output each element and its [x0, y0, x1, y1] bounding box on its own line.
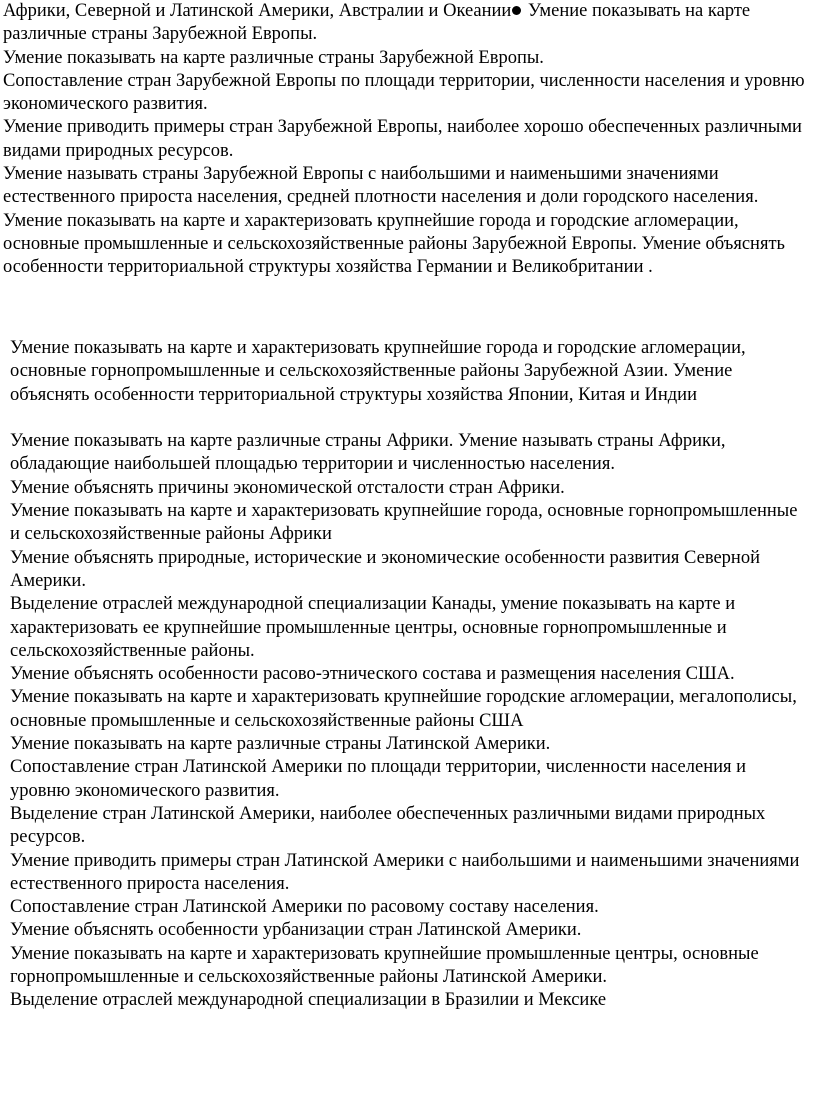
lead-text: Африки, Северной и Латинской Америки, Австралии и Океании — [3, 1, 512, 21]
paragraph: Сопоставление стран Латинской Америки по площади территории, численности населения и уровню экономического развития. — [10, 757, 747, 801]
paragraph: Умение показывать на карте и характеризовать крупнейшие города и городские агломерации, основные промышленные и сельскохозяйственные районы Зарубежной Европы. Умение объяснять особенности территориальной структуры хозяйства Германии и Великобритании . — [3, 210, 785, 278]
text-block-europe — [3, 0, 811, 280]
paragraph: Выделение стран Латинской Америки, наиболее обеспеченных различными видами природных ресурсов. — [10, 803, 766, 848]
paragraph: Умение показывать на карте и характеризовать крупнейшие промышленные центры, основные горнопромышленные и сельскохозяйственные районы Латинской Америки. — [10, 943, 759, 988]
paragraph: Выделение отраслей международной специализации Канады, умение показывать на карте и характеризовать ее крупнейшие промышленные центры, основные горнопромышленные и сельскохозяйственные районы. — [10, 594, 736, 661]
paragraph: Умение объяснять особенности урбанизации стран Латинской Америки. — [10, 920, 582, 941]
paragraph-lead — [3, 0, 811, 47]
paragraph: Умение показывать на карте и характеризовать крупнейшие городские агломерации, мегалополисы, основные промышленные и сельскохозяйственные районы США — [10, 687, 797, 731]
paragraph: Сопоставление стран Латинской Америки по расовому составу населения. — [10, 897, 599, 918]
paragraph: Умение приводить примеры стран Зарубежной Европы, наиболее хорошо обеспеченных различными видами природных ресурсов. — [3, 117, 802, 161]
paragraph: Умение объяснять причины экономической отсталости стран Африки. — [10, 477, 565, 498]
bullet-icon — [512, 6, 521, 15]
paragraph: Умение показывать на карте различные страны Африки. Умение называть страны Африки, обладающие наибольшей площадью территории и численностью населения. — [10, 431, 726, 475]
paragraph: Выделение отраслей международной специализации в Бразилии и Мексике — [10, 990, 607, 1011]
lead-text-after-bullet: Умение показывать на карте различные страны Зарубежной Европы. — [3, 1, 751, 45]
paragraph: Умение показывать на карте различные страны Зарубежной Европы. — [3, 47, 544, 68]
paragraph: Умение приводить примеры стран Латинской Америки с наибольшими и наименьшими значениями естественного прироста населения. — [10, 850, 800, 894]
paragraph: Умение показывать на карте различные страны Латинской Америки. — [10, 734, 551, 755]
paragraph: Умение объяснять природные, исторические и экономические особенности развития Северной Америки. — [10, 547, 760, 591]
paragraph: Умение показывать на карте и характеризовать крупнейшие города, основные горнопромышленные и сельскохозяйственные районы Африки — [10, 501, 798, 545]
text-block-asia-africa-america — [10, 337, 810, 1013]
paragraph: Умение называть страны Зарубежной Европы с наибольшими и наименьшими значениями естественного прироста населения, средней плотности населения и доли городского населения. — [3, 164, 759, 208]
paragraph-asia: Умение показывать на карте и характеризовать крупнейшие города и городские агломерации, основные горнопромышленные и сельскохозяйственные районы Зарубежной Азии. Умение объяснять особенности территориальной структуры хозяйства Японии, Китая и Индии — [10, 338, 746, 405]
paragraph: Сопоставление стран Зарубежной Европы по площади территории, численности населения и уровню экономического развития. — [3, 70, 805, 115]
paragraph: Умение объяснять особенности расово-этнического состава и размещения населения США. — [10, 664, 735, 685]
blank-line — [10, 407, 810, 430]
